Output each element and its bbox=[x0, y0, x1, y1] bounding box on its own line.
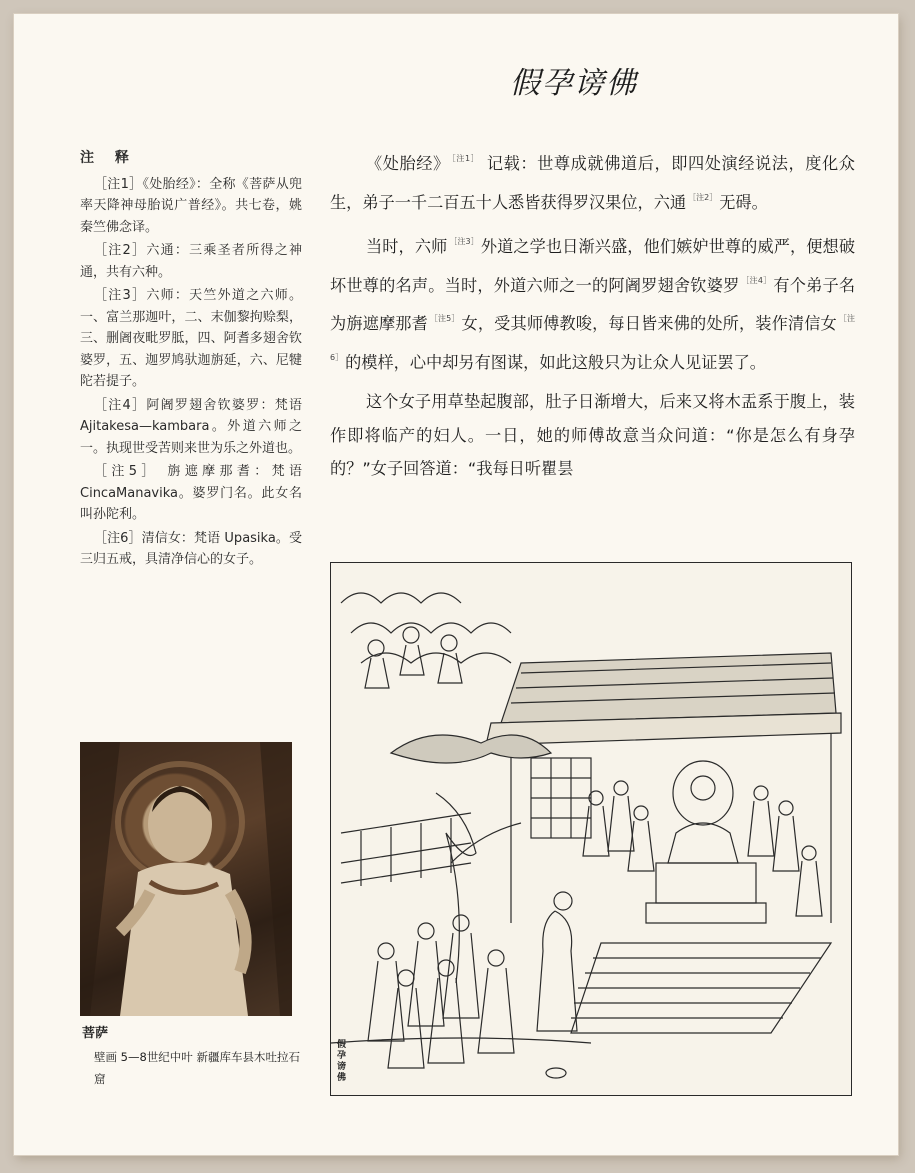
main-text bbox=[330, 142, 855, 492]
bodhisattva-mural-photo bbox=[80, 742, 292, 1016]
page-title: 假孕谤佛 bbox=[510, 66, 638, 101]
note-item: ［注1］《处胎经》：全称《菩萨从兜率天降神母胎说广普经》。共七卷，姚秦竺佛念译。 bbox=[80, 176, 302, 235]
text-run: 有个弟子名为旃遮摩那耆 bbox=[330, 275, 856, 333]
note-ref: ［注1］ bbox=[451, 154, 480, 163]
note-ref: ［注6］ bbox=[330, 314, 856, 362]
text-run: 的模样，心中却另有图谋，如此这般只为让众人见证罢了。 bbox=[345, 352, 766, 372]
note-item: ［注6］清信女：梵语 Upasika。受三归五戒，具清净信心的女子。 bbox=[80, 530, 302, 567]
text-run: 当时，六师 bbox=[366, 237, 448, 256]
illustration-label: 假孕谤佛 bbox=[337, 1040, 347, 1083]
photo-caption-text: 壁画 5—8世纪中叶 新疆库车县木吐拉石窟 bbox=[94, 1050, 300, 1086]
woodcut-scene bbox=[331, 563, 851, 1095]
text-run: 《处胎经》 bbox=[366, 154, 450, 173]
paragraph-1 bbox=[330, 142, 855, 219]
woodcut-illustration bbox=[330, 562, 852, 1096]
note-item: ［注4］阿阇罗翅舍钦婆罗：梵语 Ajitakesa—kambara。外道六师之一。执现世受苦则来世为乐之外道也。 bbox=[80, 397, 302, 456]
note-ref: ［注4］ bbox=[741, 275, 772, 285]
notes-column bbox=[80, 148, 302, 573]
text-run: 外道之学也日渐兴盛，他们嫉妒世尊的威严，便想破坏世尊的名声。当时，外道六师之一的阿阇罗翅舍钦婆罗 bbox=[330, 237, 856, 295]
note-item: ［注5］ 旃遮摩那耆：梵语 CincaManavika。婆罗门名。此女名叫孙陀利。 bbox=[80, 464, 302, 522]
text-run: 女，受其师傅教唆，每日皆来佛的处所，装作清信女 bbox=[461, 314, 837, 333]
text-run: 无碍。 bbox=[719, 192, 768, 212]
photo-caption-title: 菩萨 bbox=[82, 1026, 109, 1041]
note-item: ［注2］六通：三乘圣者所得之神通，共有六种。 bbox=[80, 243, 302, 280]
mural-figure bbox=[80, 742, 292, 1016]
paragraph-3 bbox=[330, 385, 855, 486]
text-run: 这个女子用草垫起腹部，肚子日渐增大，后来又将木盂系于腹上，装作即将临产的妇人。一日，她的师傅故意当众问道：“你是怎么有身孕的？”女子回答道：“我每日听瞿昙 bbox=[330, 392, 855, 478]
text-run: 记载：世尊成就佛道后，即四处演经说法，度化众生，弟子一千二百五十人悉皆获得罗汉果位，六通 bbox=[330, 154, 855, 212]
note-ref: ［注2］ bbox=[688, 192, 718, 202]
note-item: ［注3］六师：天竺外道之六师。一、富兰那迦叶，二、末伽黎拘赊梨，三、删阇夜毗罗胝，四、阿耆多翅舍钦婆罗，五、迦罗鸠驮迦旃延，六、尼犍陀若提子。 bbox=[80, 288, 302, 389]
note-ref: ［注3］ bbox=[449, 237, 479, 246]
note-ref: ［注5］ bbox=[429, 314, 460, 323]
paragraph-2 bbox=[330, 225, 855, 379]
notes-heading: 注 释 bbox=[80, 150, 137, 166]
